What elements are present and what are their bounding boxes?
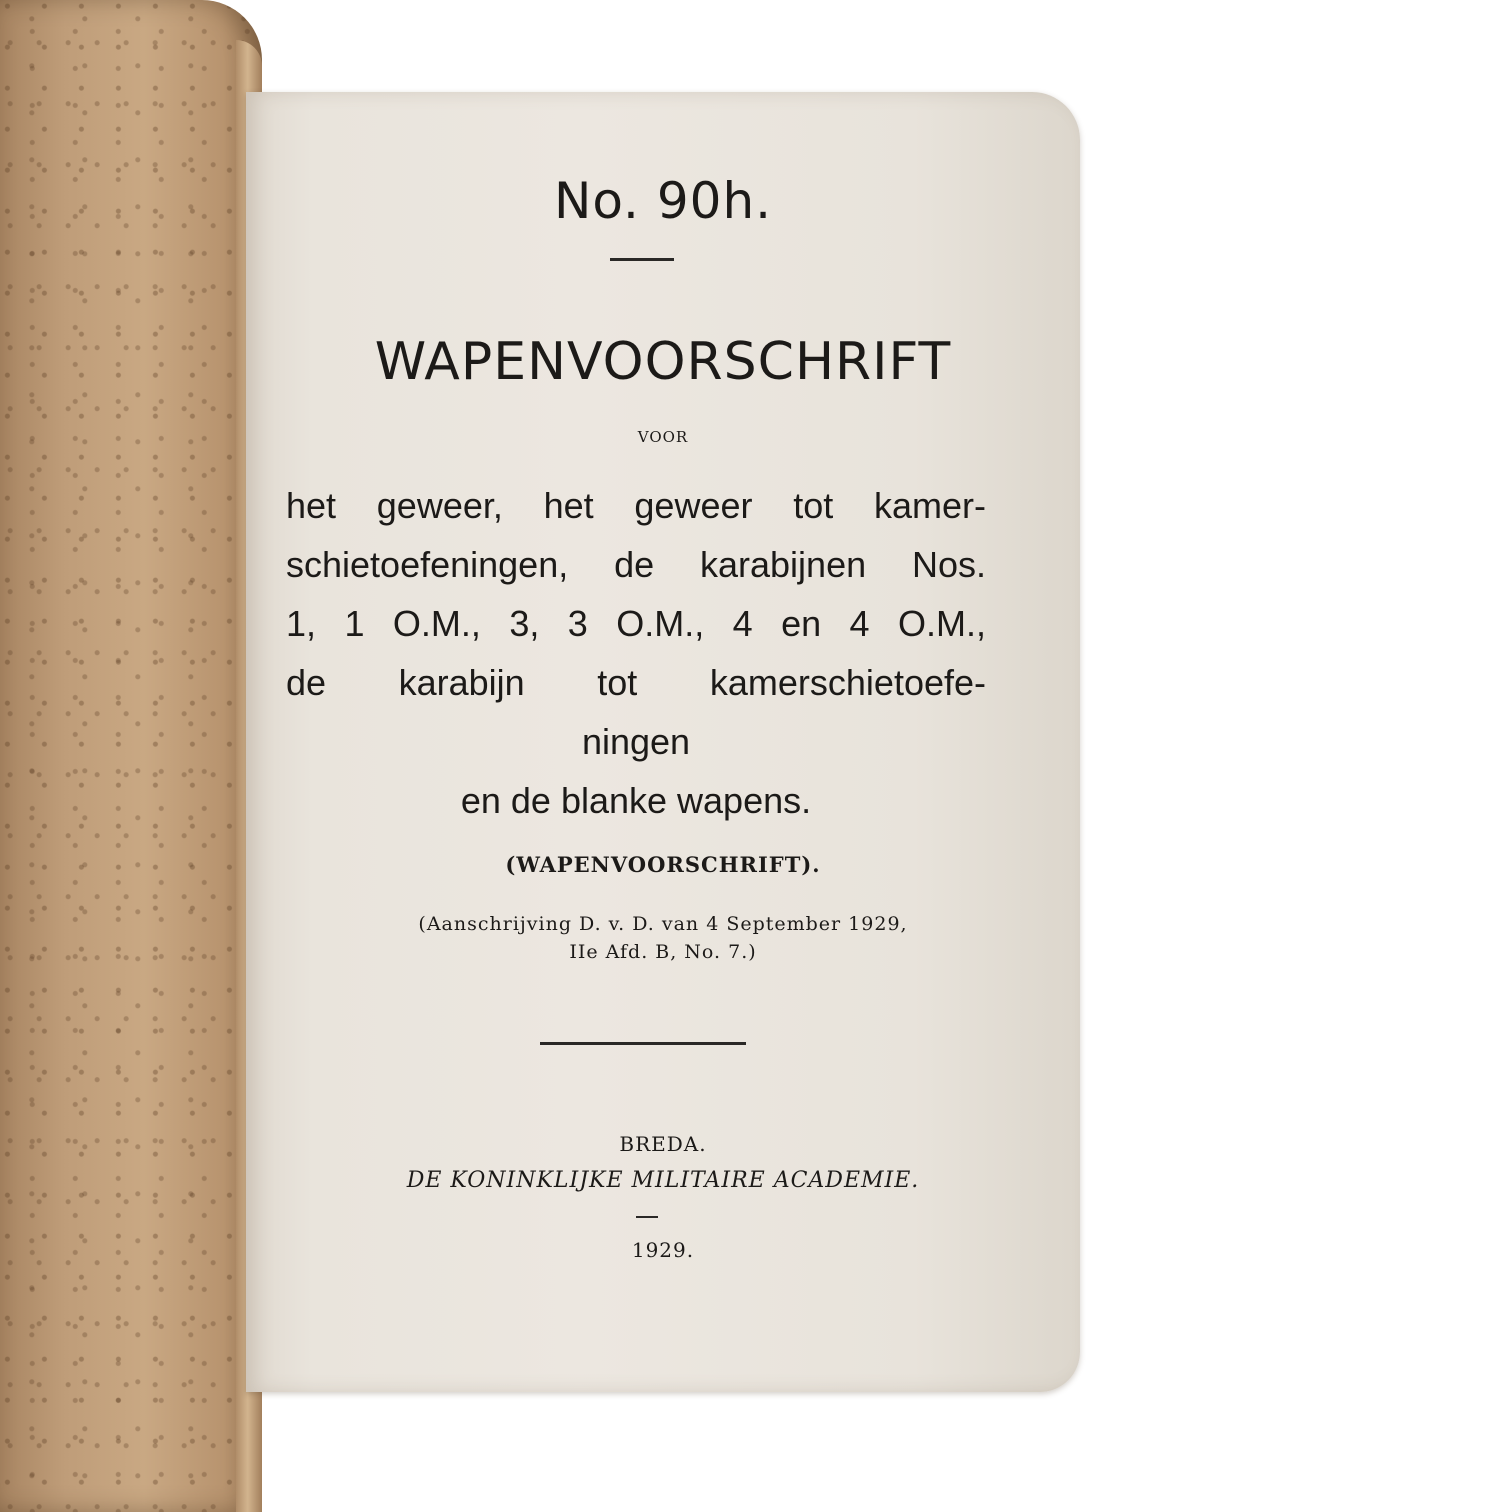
divider-small (636, 1216, 658, 1218)
subject-line: het geweer, het geweer tot kamer- (286, 485, 986, 526)
publication-year: 1929. (631, 1238, 695, 1262)
title-page (246, 92, 1080, 1392)
reference-line: (Aanschrijving D. v. D. van 4 September 1929, (418, 913, 908, 935)
subject-line: en de blanke wapens. (460, 780, 812, 821)
publisher: DE KONINKLIJKE MILITAIRE ACADEMIE. (406, 1168, 920, 1193)
subject-line: ningen (581, 721, 691, 762)
document-title: WAPENVOORSCHRIFT (374, 332, 952, 392)
reference-block (246, 910, 1080, 966)
document-number: No. 90h. (553, 172, 773, 230)
subject-line: de karabijn tot kamerschietoefe- (286, 662, 986, 703)
voor-label: VOOR (637, 428, 689, 446)
reference-line: IIe Afd. B, No. 7.) (569, 941, 757, 963)
subject-line: 1, 1 O.M., 3, 3 O.M., 4 en 4 O.M., (286, 603, 986, 644)
divider-middle (540, 1042, 746, 1045)
short-title: (WAPENVOORSCHRIFT). (505, 852, 821, 877)
subject-block (286, 476, 986, 830)
divider-top (610, 258, 674, 261)
title-page-content (246, 92, 1080, 1392)
publication-place: BREDA. (619, 1132, 707, 1156)
subject-line: schietoefeningen, de karabijnen Nos. (286, 544, 986, 585)
book-cover (0, 0, 262, 1512)
